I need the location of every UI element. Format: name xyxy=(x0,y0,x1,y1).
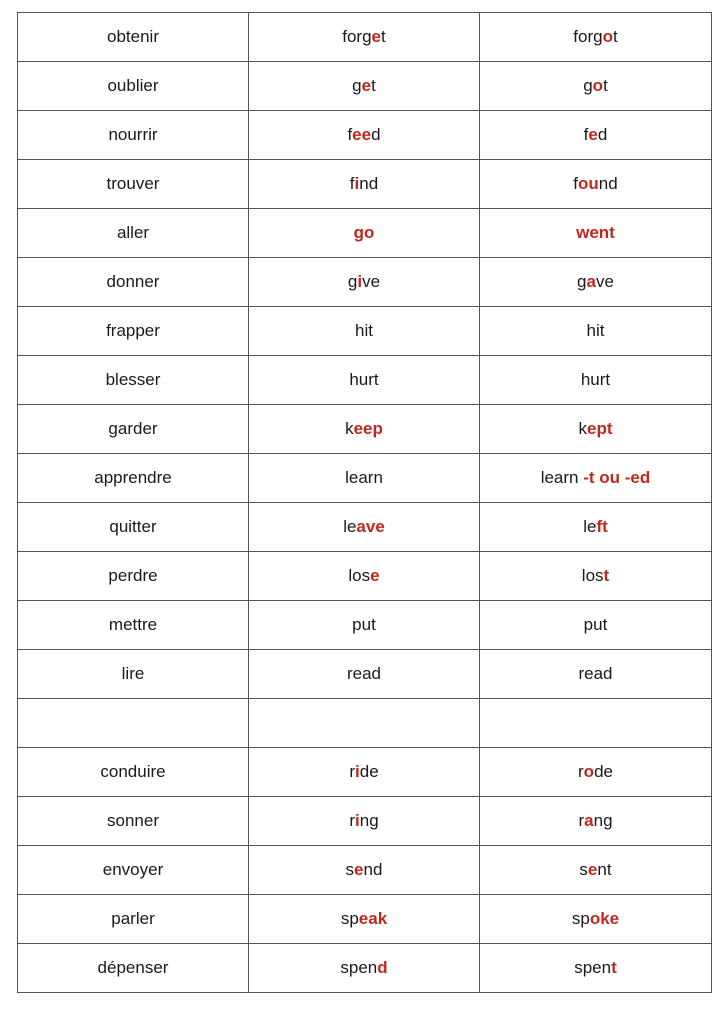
text-segment: hit xyxy=(355,321,373,340)
verb-row xyxy=(18,552,712,601)
text-segment: le xyxy=(343,517,357,536)
text-segment: de xyxy=(594,762,613,781)
french-verb-cell: trouver xyxy=(18,160,249,209)
french-verb-cell: blesser xyxy=(18,356,249,405)
text-segment: g xyxy=(583,76,593,95)
base-form-cell xyxy=(249,944,480,993)
base-form-cell xyxy=(249,650,480,699)
highlighted-segment: ept xyxy=(587,419,613,438)
text-segment: r xyxy=(349,811,355,830)
text-segment: hit xyxy=(586,321,605,340)
french-verb-cell: aller xyxy=(18,209,249,258)
text-segment: learn xyxy=(345,468,383,487)
text-segment: hurt xyxy=(349,370,379,389)
base-form-cell xyxy=(249,209,480,258)
verb-row xyxy=(18,895,712,944)
highlighted-segment: e xyxy=(371,27,382,46)
highlighted-segment: e xyxy=(354,860,364,879)
highlighted-segment: o xyxy=(592,76,604,95)
highlighted-segment: i xyxy=(354,174,360,193)
verb-row xyxy=(18,405,712,454)
past-form-cell xyxy=(480,405,712,454)
past-form-cell xyxy=(480,552,712,601)
base-form-cell xyxy=(249,62,480,111)
past-form-cell xyxy=(480,944,712,993)
highlighted-segment: e xyxy=(361,76,372,95)
past-form-cell xyxy=(480,895,712,944)
text-segment: f xyxy=(583,125,589,144)
text-segment: ve xyxy=(362,272,381,291)
highlighted-segment: ou xyxy=(578,174,599,193)
highlighted-segment: o xyxy=(602,27,613,46)
highlighted-segment: d xyxy=(377,958,388,977)
verb-row xyxy=(18,307,712,356)
text-segment: r xyxy=(578,811,585,830)
past-form-cell xyxy=(480,650,712,699)
text-segment: f xyxy=(349,174,355,193)
text-segment: nd xyxy=(363,860,383,879)
text-segment: d xyxy=(371,125,381,144)
highlighted-segment: eak xyxy=(358,909,388,928)
base-form-cell xyxy=(249,699,480,748)
base-form-cell xyxy=(249,552,480,601)
highlighted-segment: eep xyxy=(353,419,383,438)
text-segment: ve xyxy=(595,272,614,291)
irregular-verbs-table xyxy=(17,12,712,993)
text-segment: s xyxy=(345,860,355,879)
highlighted-segment: go xyxy=(353,223,375,242)
text-segment: hurt xyxy=(580,370,611,389)
highlighted-segment: i xyxy=(355,811,360,830)
verb-row xyxy=(18,797,712,846)
past-form-cell xyxy=(480,209,712,258)
text-segment: f xyxy=(573,174,579,193)
text-segment: k xyxy=(578,419,587,438)
base-form-cell xyxy=(249,503,480,552)
text-segment: los xyxy=(581,566,604,585)
highlighted-segment: e xyxy=(587,860,598,879)
text-segment: d xyxy=(597,125,608,144)
past-form-cell xyxy=(480,503,712,552)
base-form-cell xyxy=(249,748,480,797)
verb-row xyxy=(18,111,712,160)
base-form-cell xyxy=(249,258,480,307)
french-verb-cell: donner xyxy=(18,258,249,307)
base-form-cell xyxy=(249,111,480,160)
base-form-cell xyxy=(249,307,480,356)
french-verb-cell: dépenser xyxy=(18,944,249,993)
highlighted-segment: ft xyxy=(596,517,608,536)
text-segment: f xyxy=(347,125,353,144)
text-segment: nt xyxy=(597,860,612,879)
verb-row xyxy=(18,209,712,258)
past-form-cell xyxy=(480,62,712,111)
text-segment: le xyxy=(583,517,597,536)
text-segment: nd xyxy=(598,174,618,193)
verb-row xyxy=(18,13,712,62)
verb-row xyxy=(18,503,712,552)
past-form-cell xyxy=(480,258,712,307)
highlighted-segment: t xyxy=(603,566,610,585)
text-segment: sp xyxy=(340,909,359,928)
text-segment: t xyxy=(603,76,608,95)
base-form-cell xyxy=(249,160,480,209)
text-segment: k xyxy=(345,419,354,438)
text-segment: s xyxy=(579,860,588,879)
highlighted-segment: t xyxy=(611,958,617,977)
french-verb-cell: parler xyxy=(18,895,249,944)
verb-table-body xyxy=(18,13,712,993)
text-segment: t xyxy=(612,27,618,46)
past-form-cell xyxy=(480,846,712,895)
text-segment: forg xyxy=(573,27,603,46)
base-form-cell xyxy=(249,601,480,650)
text-segment: ng xyxy=(593,811,613,830)
french-verb-cell: mettre xyxy=(18,601,249,650)
french-verb-cell: garder xyxy=(18,405,249,454)
verb-row xyxy=(18,356,712,405)
text-segment: t xyxy=(381,27,386,46)
verb-row xyxy=(18,650,712,699)
text-segment: read xyxy=(346,664,382,683)
french-verb-cell: nourrir xyxy=(18,111,249,160)
base-form-cell xyxy=(249,846,480,895)
french-verb-cell: quitter xyxy=(18,503,249,552)
text-segment: spen xyxy=(340,958,378,977)
verb-row xyxy=(18,748,712,797)
text-segment: learn xyxy=(540,468,584,487)
past-form-cell xyxy=(480,454,712,503)
french-verb-cell xyxy=(18,699,249,748)
highlighted-segment: went xyxy=(576,223,615,242)
past-form-cell xyxy=(480,160,712,209)
verb-row xyxy=(18,258,712,307)
highlighted-segment: e xyxy=(370,566,380,585)
past-form-cell xyxy=(480,601,712,650)
text-segment: nd xyxy=(359,174,379,193)
highlighted-segment: ave xyxy=(356,517,385,536)
highlighted-segment: ee xyxy=(352,125,372,144)
highlighted-segment: a xyxy=(586,272,596,291)
base-form-cell xyxy=(249,356,480,405)
french-verb-cell: lire xyxy=(18,650,249,699)
text-segment: de xyxy=(359,762,379,781)
verb-row xyxy=(18,454,712,503)
text-segment: forg xyxy=(342,27,372,46)
text-segment: g xyxy=(347,272,358,291)
past-form-cell xyxy=(480,13,712,62)
text-segment: read xyxy=(578,664,613,683)
highlighted-segment: i xyxy=(355,762,360,781)
french-verb-cell: sonner xyxy=(18,797,249,846)
highlighted-segment: i xyxy=(357,272,363,291)
text-segment: g xyxy=(577,272,587,291)
past-form-cell xyxy=(480,356,712,405)
past-form-cell xyxy=(480,111,712,160)
base-form-cell xyxy=(249,797,480,846)
highlighted-segment: o xyxy=(583,762,595,781)
french-verb-cell: oublier xyxy=(18,62,249,111)
french-verb-cell: perdre xyxy=(18,552,249,601)
past-form-cell xyxy=(480,797,712,846)
verb-row xyxy=(18,846,712,895)
highlighted-segment: -t ou -ed xyxy=(583,468,651,487)
verb-row xyxy=(18,160,712,209)
highlighted-segment: e xyxy=(588,125,598,144)
text-segment: g xyxy=(352,76,362,95)
french-verb-cell: envoyer xyxy=(18,846,249,895)
base-form-cell xyxy=(249,13,480,62)
text-segment: put xyxy=(583,615,608,634)
verb-row xyxy=(18,699,712,748)
verb-table-page xyxy=(17,12,708,993)
past-form-cell xyxy=(480,699,712,748)
text-segment: sp xyxy=(571,909,590,928)
base-form-cell xyxy=(249,895,480,944)
highlighted-segment: oke xyxy=(589,909,620,928)
highlighted-segment: a xyxy=(584,811,594,830)
text-segment: ng xyxy=(359,811,379,830)
text-segment: t xyxy=(371,76,376,95)
french-verb-cell: conduire xyxy=(18,748,249,797)
verb-row xyxy=(18,62,712,111)
past-form-cell xyxy=(480,307,712,356)
text-segment: r xyxy=(349,762,355,781)
base-form-cell xyxy=(249,454,480,503)
text-segment: put xyxy=(352,615,376,634)
text-segment: spen xyxy=(574,958,612,977)
french-verb-cell: frapper xyxy=(18,307,249,356)
french-verb-cell: apprendre xyxy=(18,454,249,503)
text-segment: r xyxy=(578,762,584,781)
text-segment: los xyxy=(348,566,371,585)
verb-row xyxy=(18,601,712,650)
base-form-cell xyxy=(249,405,480,454)
french-verb-cell: obtenir xyxy=(18,13,249,62)
past-form-cell xyxy=(480,748,712,797)
verb-row xyxy=(18,944,712,993)
